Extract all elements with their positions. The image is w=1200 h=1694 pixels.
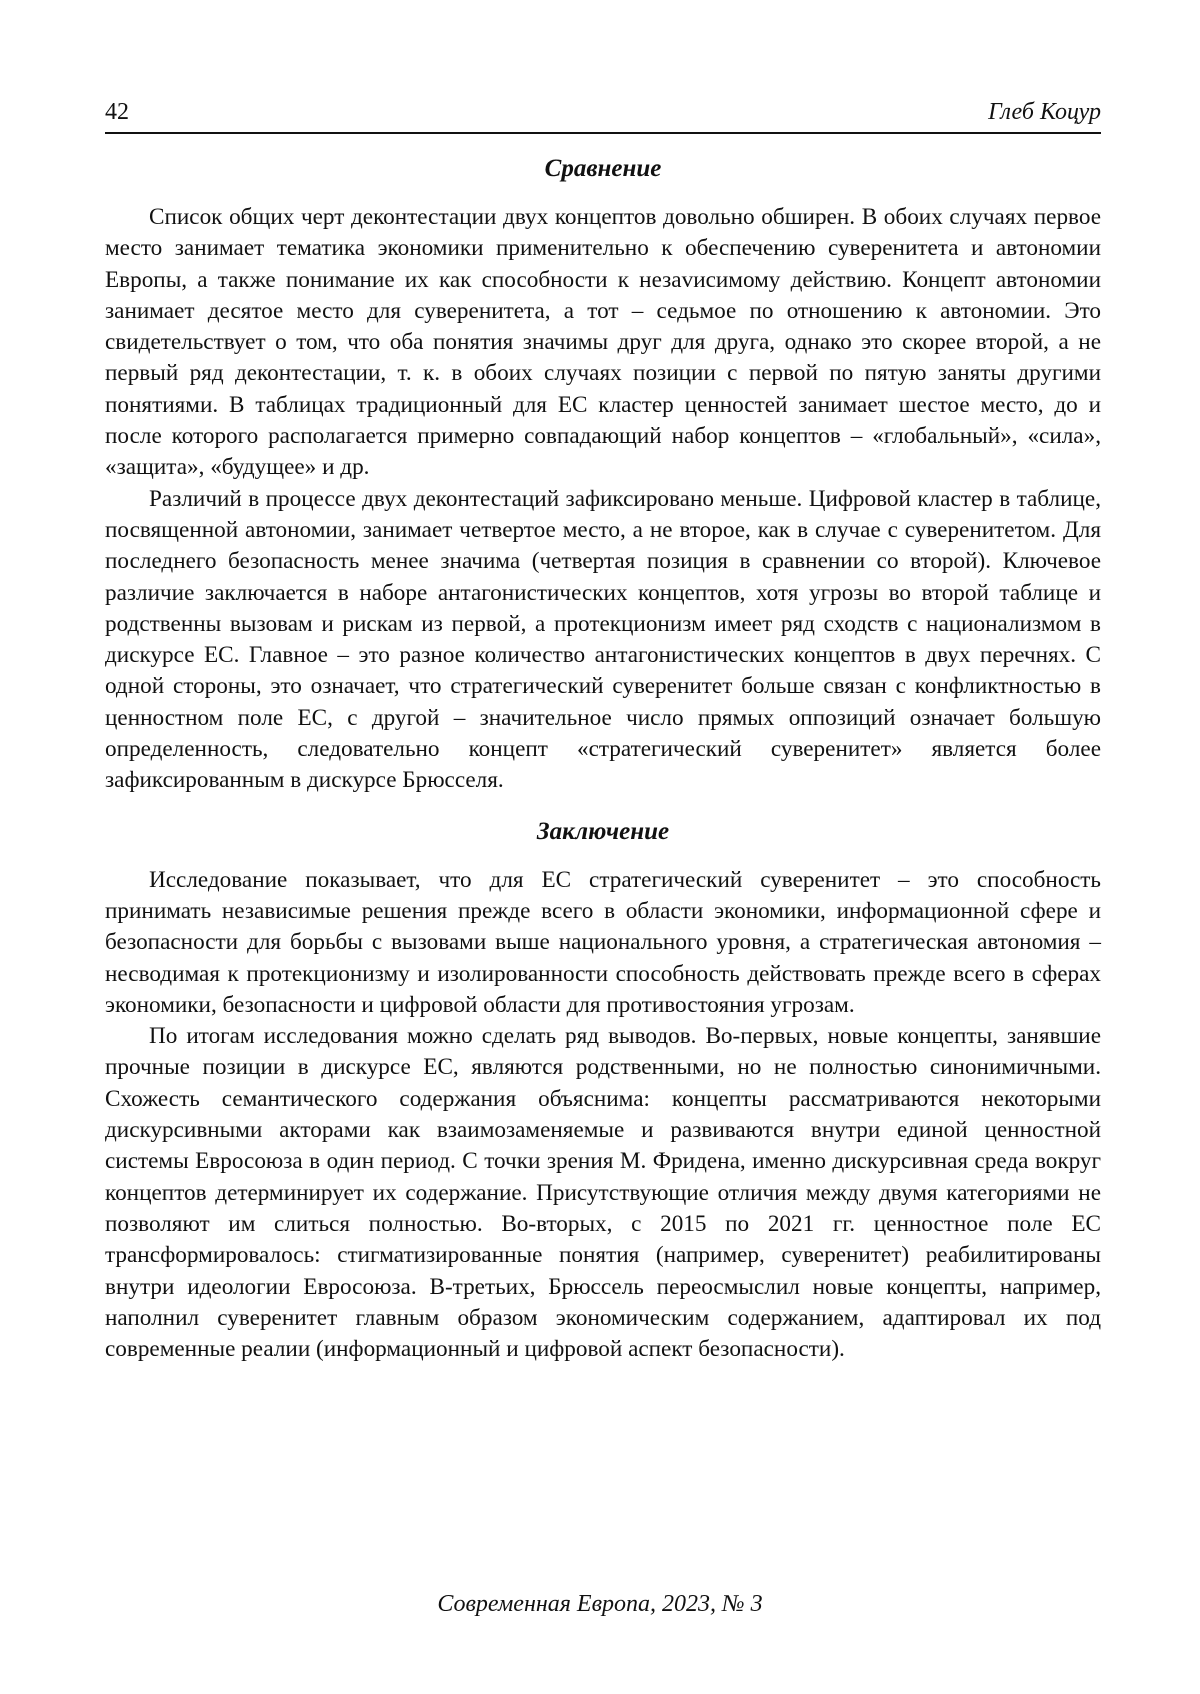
paragraph-comparison-1: Список общих черт деконтестации двух концептов довольно обширен. В обоих случаях первое место занимает тематика экономики применительно к обеспечению суверенитета и автономии Европы, а также понимание их как способности к незаvисимому действию. Концепт автономии занимает десятое место для суверенитета, а тот – седьмое по отношению к автономии. Это свидетельствует о том, что оба понятия значимы друг для друга, однако это скорее второй, а не первый ряд деконтестации, т. к. в обоих случаях позиции с первой по пятую заняты другими понятиями. В таблицах традиционный для ЕС кластер ценностей занимает шестое место, до и после которого располагается примерно совпадающий набор концептов – «глобальный», «сила», «защита», «будущее» и др. bbox=[105, 204, 1101, 481]
page-number: 42 bbox=[105, 99, 129, 125]
author-name: Глеб Коцур bbox=[988, 99, 1101, 125]
page-body bbox=[105, 98, 1101, 1365]
section-heading-conclusion: Заключение bbox=[536, 817, 670, 845]
running-header bbox=[105, 98, 1101, 134]
paragraph-conclusion-1: Исследование показывает, что для ЕС стратегический суверенитет – это способность принимать независимые решения прежде всего в области экономики, информационной сфере и безопасности для борьбы с вызовами выше национального уровня, а стратегическая автономия – несводимая к протекционизму и изолированности способность действовать прежде всего в сферах экономики, безопасности и цифровой области для противостояния угрозам. bbox=[105, 866, 1101, 1018]
journal-footer: Современная Европа, 2023, № 3 bbox=[437, 1591, 763, 1617]
section-heading-comparison: Сравнение bbox=[544, 155, 662, 182]
paragraph-comparison-2: Различий в процессе двух деконтестаций зафиксировано меньше. Цифровой кластер в таблице, посвященной автономии, занимает четвертое место, а не второе, как в случае с суверенитетом. Для последнего безопасность менее значима (четвертая позиция в сравнении со второй). Ключевое различие заключается в наборе антагонистических концептов, хотя угрозы во второй таблице и родственны вызовам и рискам из первой, а протекционизм имеет ряд сходств с национализмом в дискурсе ЕС. Главное – это разное количество антагонистических концептов в двух перечнях. С одной стороны, это означает, что стратегический суверенитет больше связан с конфликтностью в ценностном поле ЕС, с другой – значительное число прямых оппозиций означает большую определенность, следовательно концепт «стратегический суверенитет» является более зафиксированным в дискурсе Брюсселя. bbox=[105, 485, 1101, 794]
paragraph-conclusion-2: По итогам исследования можно сделать ряд выводов. Во-первых, новые концепты, занявшие прочные позиции в дискурсе ЕС, являются родственными, но не полностью синонимичными. Схожесть семантического содержания объяснима: концепты рассматриваются некоторыми дискурсивными акторами как взаимозаменяемые и развиваются внутри единой ценностной системы Евросоюза в один период. С точки зрения М. Фридена, именно дискурсивная среда вокруг концептов детерминирует их содержание. Присутствующие отличия между двумя категориями не позволяют им слиться полностью. Во-вторых, с 2015 по 2021 гг. ценностное поле ЕС трансформировалось: стигматизированные понятия (например, суверенитет) реабилитированы внутри идеологии Евросоюза. В-третьих, Брюссель переосмыслил новые концепты, например, наполнил суверенитет главным образом экономическим содержанием, адаптировал их под современные реалии (информационный и цифровой аспект безопасности). bbox=[105, 1023, 1101, 1363]
